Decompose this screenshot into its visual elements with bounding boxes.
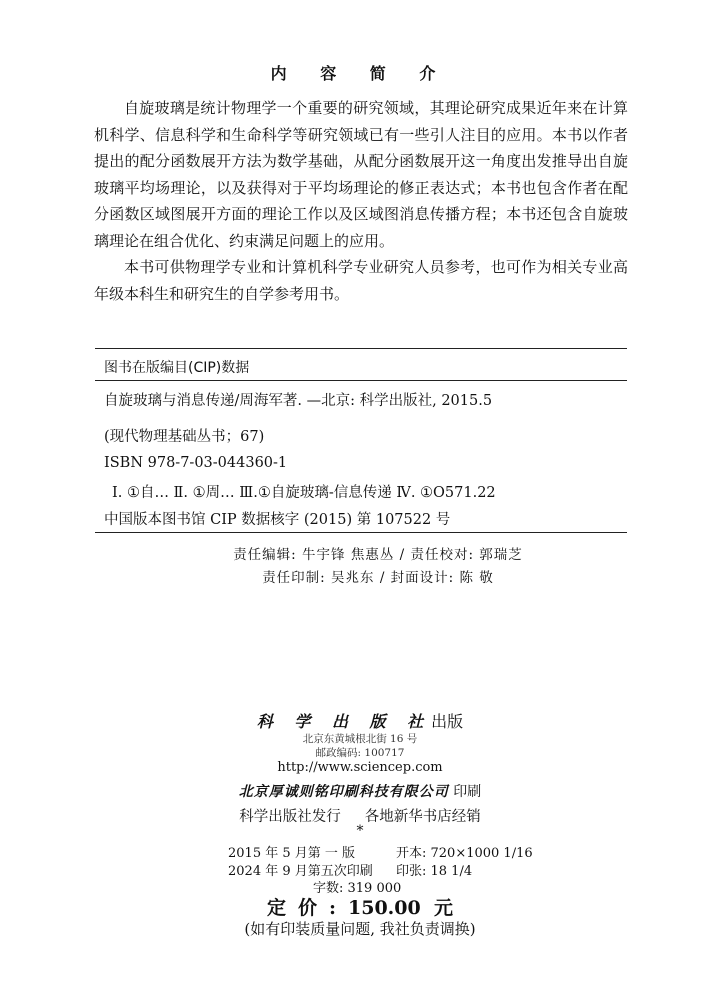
price-unit: 元 — [433, 897, 453, 919]
credits-printing: 责任印制: 吴兆东 / 封面设计: 陈 敬 — [262, 570, 494, 586]
cip-line-classification: Ⅰ. ①自… Ⅱ. ①周… Ⅲ.①自旋玻璃-信息传递 Ⅳ. ①O571.22 — [112, 485, 496, 501]
spec-printing: 2024 年 9 月第五次印刷 — [228, 864, 373, 879]
separator-star: * — [356, 823, 364, 839]
publisher-suffix: 出版 — [431, 712, 464, 731]
price-label: 定价: — [267, 897, 349, 919]
publisher-address: 北京东黄城根北街 16 号 — [302, 733, 418, 745]
printer-suffix: 印刷 — [453, 784, 482, 800]
distribution-issuer: 科学出版社发行 — [239, 809, 341, 825]
printer-line — [0, 781, 720, 801]
spec-words: 字数: 319 000 — [313, 881, 402, 896]
divider-top — [95, 348, 627, 349]
credits-editors: 责任编辑: 牛宇锋 焦惠丛 / 责任校对: 郭瑞芝 — [233, 547, 523, 563]
intro-section — [94, 95, 628, 307]
page-title: 内 容 简 介 — [270, 64, 450, 83]
intro-paragraph-1: 自旋玻璃是统计物理学一个重要的研究领域，其理论研究成果近年来在计算机科学、信息科学和生命科学等研究领域已有一些引人注目的应用。本书以作者提出的配分函数展开方法为数学基础，从配分函数展开这一角度出发推导出自旋玻璃平均场理论，以及获得对于平均场理论的修正表达式；本书也包含作者在配分函数区域图展开方面的理论工作以及区域图消息传播方程；本书还包含自旋玻璃理论在组合优化、约束满足问题上的应用。 — [94, 99, 628, 250]
spec-format: 开本: 720×1000 1/16 — [396, 846, 533, 861]
publisher-name: 科 学 出 版 社 — [256, 712, 432, 731]
publisher-line — [0, 709, 720, 732]
price-line — [0, 893, 720, 920]
publisher-postcode: 邮政编码: 100717 — [315, 747, 405, 759]
cip-line-series: (现代物理基础丛书；67) — [104, 429, 265, 445]
cip-heading: 图书在版编目(CIP)数据 — [104, 360, 250, 376]
cip-line-record: 中国版本图书馆 CIP 数据核字 (2015) 第 107522 号 — [104, 512, 451, 528]
cip-line-title: 自旋玻璃与消息传递/周海军著. —北京: 科学出版社, 2015.5 — [104, 393, 493, 409]
divider-cip-heading — [95, 380, 627, 381]
distribution-seller: 各地新华书店经销 — [364, 809, 481, 825]
price-value: 150.00 — [348, 897, 421, 919]
printer-name: 北京厚诚则铭印刷科技有限公司 — [238, 784, 449, 800]
spec-sheets: 印张: 18 1/4 — [396, 864, 473, 879]
intro-paragraph-2: 本书可供物理学专业和计算机科学专业研究人员参考，也可作为相关专业高年级本科生和研究生的自学参考用书。 — [94, 258, 628, 303]
spec-edition: 2015 年 5 月第 一 版 — [228, 846, 356, 861]
cip-line-isbn: ISBN 978-7-03-044360-1 — [104, 455, 288, 471]
quality-notice: (如有印装质量问题, 我社负责调换) — [244, 920, 476, 938]
publisher-url: http://www.sciencep.com — [277, 760, 443, 775]
divider-bottom — [95, 532, 627, 533]
